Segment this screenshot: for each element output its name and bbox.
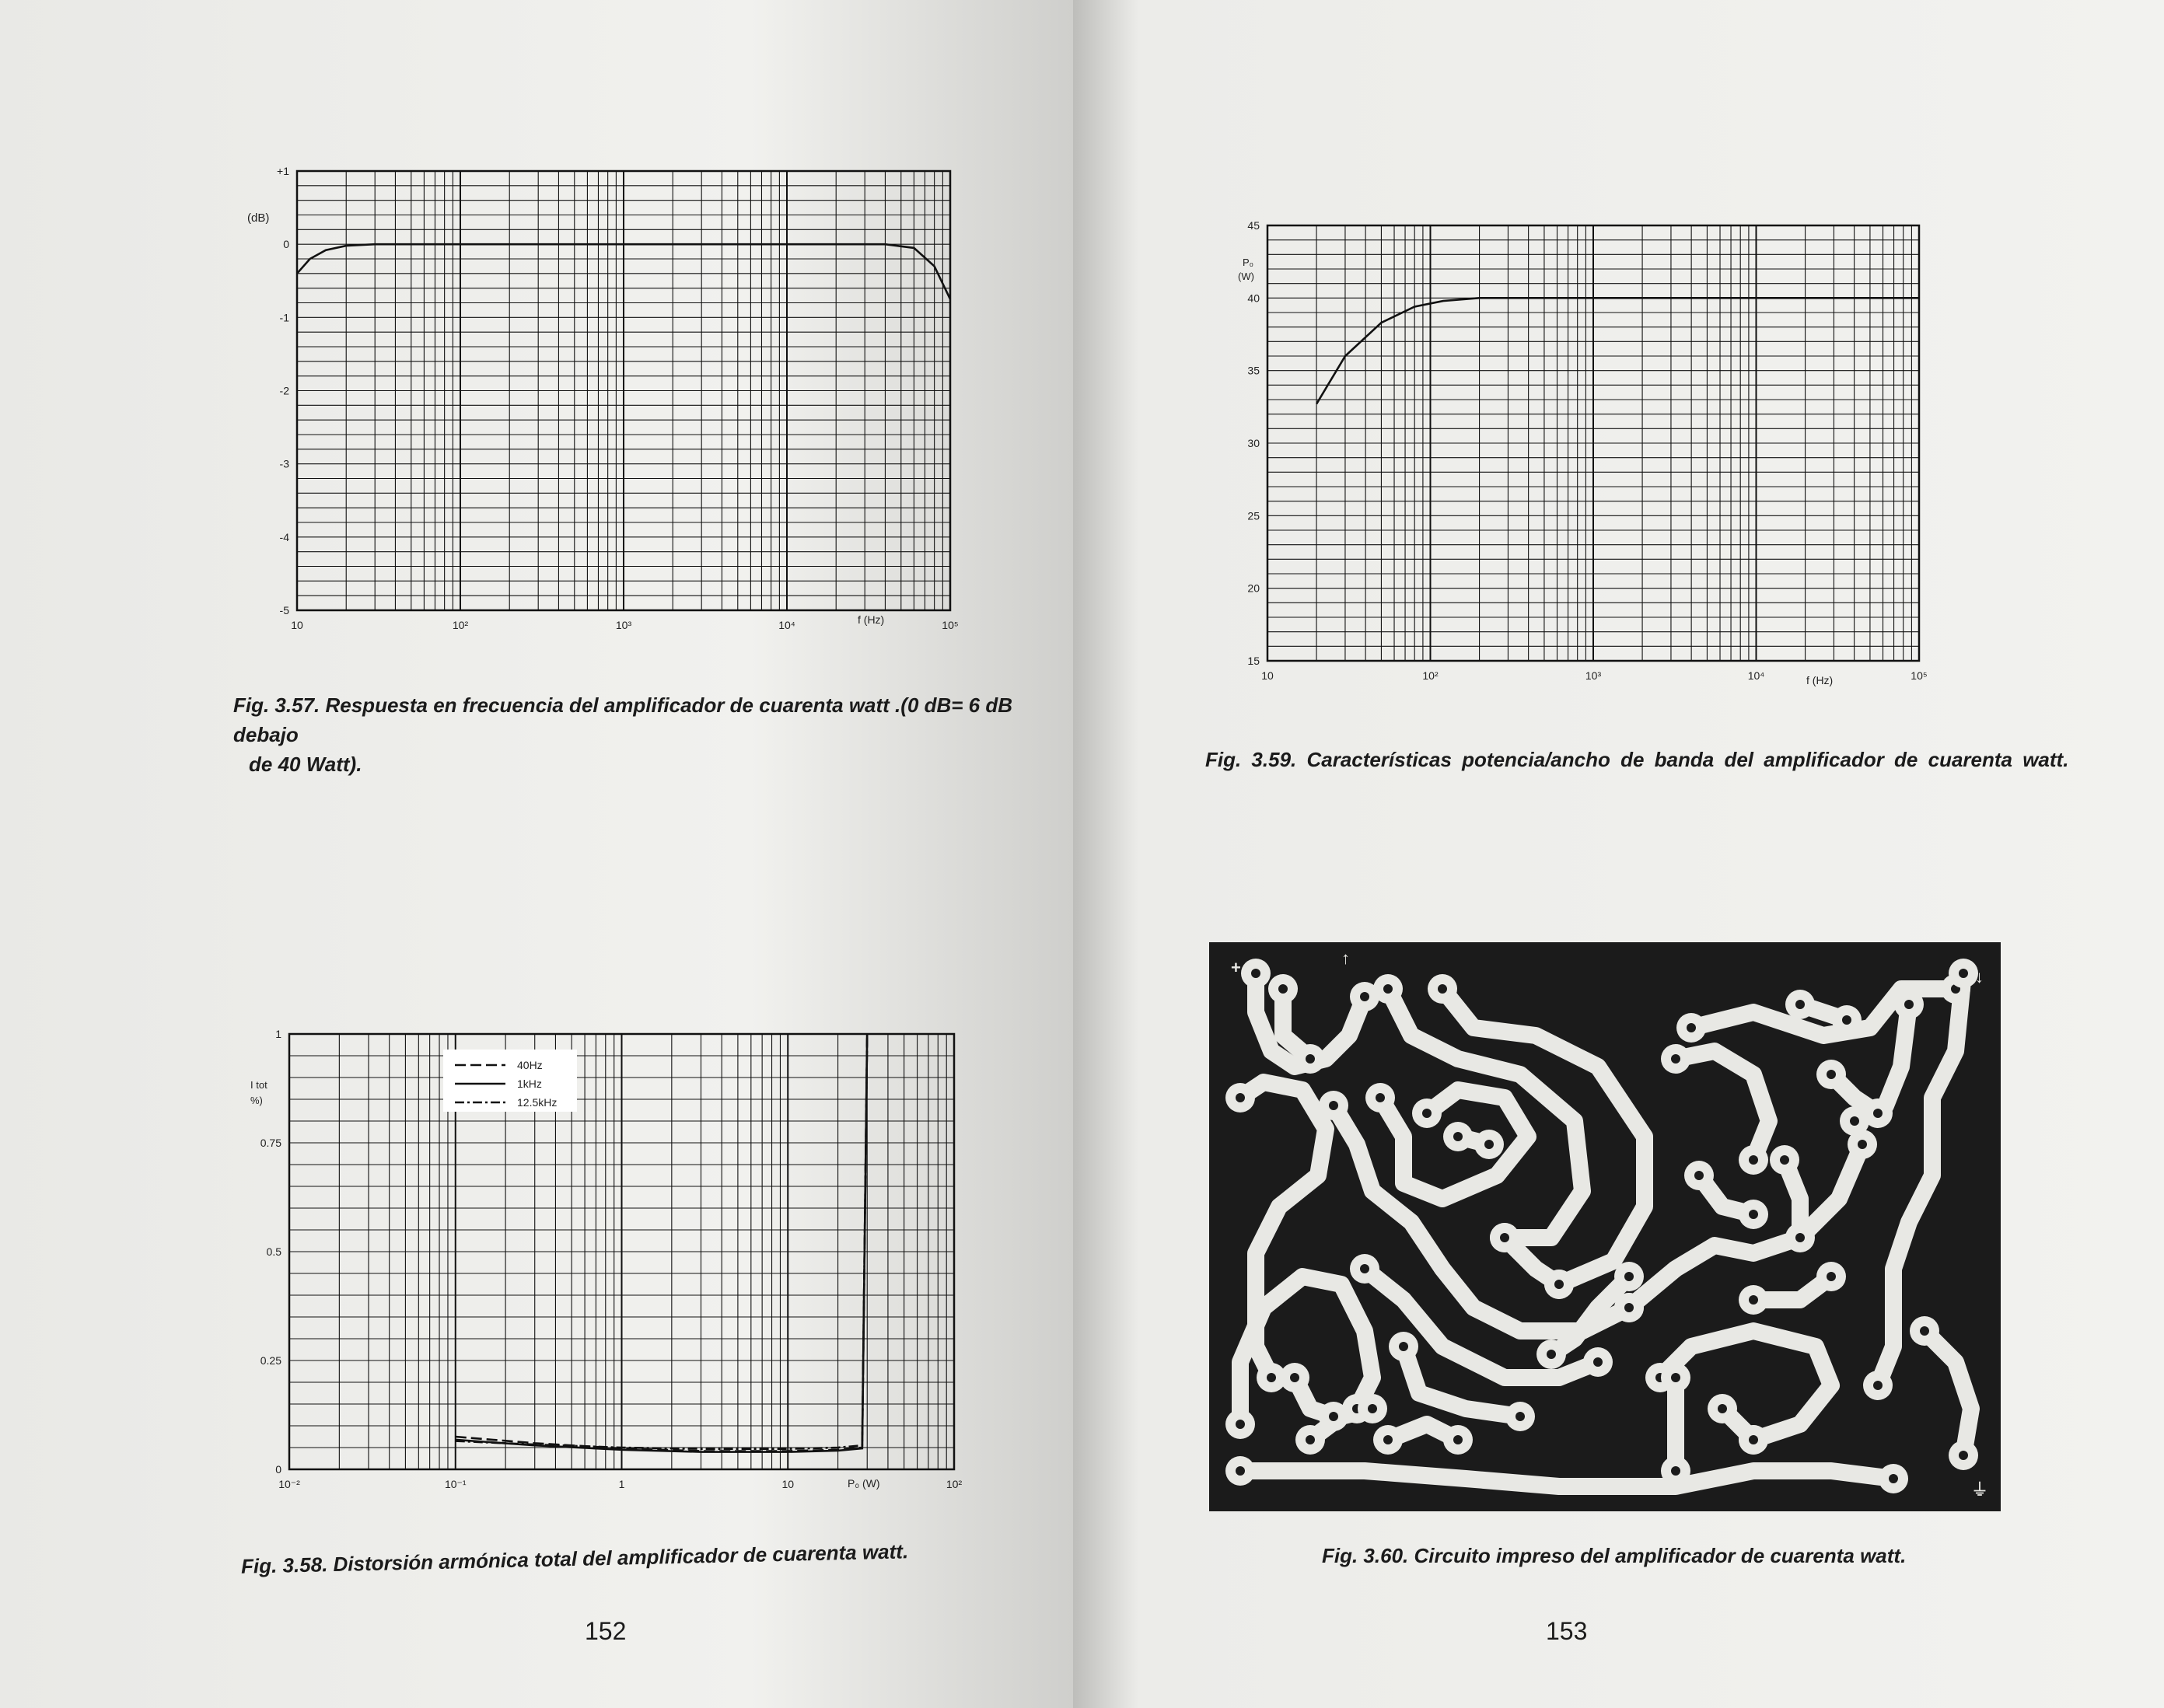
pcb-pad-hole — [1306, 1435, 1315, 1444]
left-page — [0, 0, 1073, 1708]
y-tick-labels — [260, 1028, 281, 1476]
pcb-pad-hole — [1959, 969, 1968, 978]
legend — [443, 1050, 577, 1112]
pcb-pad-hole — [1749, 1155, 1758, 1165]
y-tick-label: 0 — [283, 238, 289, 251]
legend-label-1khz: 1kHz — [517, 1078, 542, 1090]
pcb-pad-hole — [1422, 1109, 1432, 1118]
x-axis-label: P₀ (W) — [848, 1477, 880, 1490]
x-tick-label: 10⁵ — [1911, 669, 1928, 682]
pcb-pad-hole — [1290, 1373, 1299, 1382]
x-tick-label: 10³ — [1585, 669, 1602, 682]
pcb-pad-hole — [1360, 992, 1369, 1001]
pcb-pad-hole — [1624, 1272, 1634, 1281]
pcb-pad-hole — [1236, 1093, 1245, 1102]
series-line — [1316, 298, 1919, 403]
pcb-pad-hole — [1858, 1140, 1867, 1149]
caption-line: de 40 Watt). — [249, 753, 362, 776]
y-tick-label: 40 — [1247, 292, 1260, 305]
y-axis-label — [250, 1079, 267, 1106]
y-tick-label: 35 — [1247, 364, 1260, 377]
pcb-pad-hole — [1694, 1171, 1704, 1180]
y-tick-label: -1 — [279, 311, 289, 324]
figure-caption-358: Fig. 3.58. Distorsión armónica total del amplificador de cuarenta watt. — [240, 1539, 909, 1578]
x-tick-label: 10² — [946, 1478, 963, 1490]
x-tick-label: 10 — [1261, 669, 1274, 682]
y-unit-label — [1238, 257, 1254, 282]
y-unit-line2: (W) — [1238, 271, 1254, 282]
pcb-pad-hole — [1959, 1451, 1968, 1460]
pcb-pad-hole — [1827, 1070, 1836, 1079]
x-tick-label: 1 — [618, 1478, 625, 1490]
pcb-pad-hole — [1873, 1381, 1883, 1390]
pcb-pad-hole — [1484, 1140, 1494, 1149]
y-tick-label: 0.25 — [260, 1354, 281, 1367]
pcb-pad-hole — [1438, 984, 1447, 994]
pcb-pad-hole — [1329, 1101, 1338, 1110]
x-tick-label: 10 — [291, 619, 303, 631]
pcb-pad-hole — [1671, 1054, 1680, 1064]
x-axis-label: f (Hz) — [1806, 674, 1834, 686]
pcb-pad-hole — [1749, 1210, 1758, 1219]
x-axis-label: f (Hz) — [858, 613, 885, 626]
page-number: 152 — [585, 1617, 627, 1645]
y-tick-label: 25 — [1247, 509, 1260, 522]
caption-line: Fig. 3.57. Respuesta en frecuencia del amplificador de cuarenta watt .(0 dB= 6 dB debajo — [233, 693, 1013, 746]
y-tick-label: 0.5 — [266, 1245, 281, 1258]
series-line-0 — [1316, 298, 1919, 403]
x-tick-label: 10⁻¹ — [444, 1478, 467, 1490]
pcb-pad-hole — [1624, 1303, 1634, 1312]
pcb-pad-hole — [1547, 1350, 1556, 1359]
grid — [297, 171, 950, 610]
figure-caption-360: Fig. 3.60. Circuito impreso del amplificador de cuarenta watt. — [1322, 1544, 1907, 1567]
x-tick-label: 10⁴ — [778, 619, 795, 631]
x-tick-label: 10² — [452, 619, 469, 631]
pcb-pad-hole — [1278, 984, 1288, 994]
pcb-pad-hole — [1795, 1233, 1805, 1242]
y-tick-label: -4 — [279, 530, 289, 543]
legend-label-40hz: 40Hz — [517, 1059, 543, 1071]
y-tick-label: +1 — [277, 165, 289, 177]
pcb-pad-hole — [1671, 1373, 1680, 1382]
pcb-pad-hole — [1251, 969, 1260, 978]
x-tick-label: 10 — [781, 1478, 795, 1490]
y-tick-label: 15 — [1247, 655, 1260, 667]
y-unit-label: (dB) — [247, 211, 270, 225]
grid — [1267, 225, 1919, 661]
pcb-pad-hole — [1329, 1412, 1338, 1421]
distortion-chart — [0, 1003, 1073, 1594]
grid — [289, 1034, 954, 1469]
pcb-mark: ↑ — [1341, 948, 1350, 968]
pcb-pad-hole — [1850, 1116, 1859, 1126]
y-tick-label: 45 — [1247, 219, 1260, 232]
x-tick-label: 10⁵ — [942, 619, 959, 631]
x-tick-label: 10² — [1422, 669, 1439, 682]
legend-label-12-5khz: 12.5kHz — [517, 1096, 558, 1109]
pcb-pad-hole — [1376, 1093, 1385, 1102]
pcb-pad-hole — [1687, 1023, 1696, 1032]
pcb-pad-hole — [1780, 1155, 1789, 1165]
pcb-pad-hole — [1889, 1474, 1898, 1483]
power-bandwidth-chart — [1073, 202, 2164, 793]
x-tick-label: 10⁴ — [1747, 669, 1765, 682]
y-tick-label: 0.75 — [260, 1137, 281, 1149]
pcb-pad-hole — [1368, 1404, 1377, 1413]
pcb-pad-hole — [1500, 1233, 1509, 1242]
pcb-pad-hole — [1236, 1466, 1245, 1476]
pcb-mark: ⏚ — [1971, 1480, 1989, 1500]
pcb-pad-hole — [1383, 1435, 1393, 1444]
y-tick-label: 30 — [1247, 437, 1260, 449]
y-tick-label: 1 — [275, 1028, 281, 1040]
pcb-pad-hole — [1515, 1412, 1525, 1421]
pcb-pad-hole — [1749, 1295, 1758, 1305]
pcb-mark: + — [1231, 958, 1241, 977]
y-label-line1: I tot — [250, 1079, 267, 1091]
y-tick-label: -2 — [279, 384, 289, 397]
figure-caption-357 — [233, 690, 1058, 779]
figure-caption-359: Fig. 3.59. Características potencia/ancho de banda del amplificador de cuarenta watt. — [1205, 748, 2069, 771]
printed-circuit-board-image — [1209, 942, 2001, 1511]
pcb-pad-hole — [1453, 1132, 1463, 1141]
pcb-pad-hole — [1306, 1054, 1315, 1064]
pcb-mark: ↓ — [1975, 967, 1984, 987]
y-tick-labels — [277, 165, 289, 616]
pcb-pad-hole — [1267, 1373, 1276, 1382]
pcb-pad-hole — [1873, 1109, 1883, 1118]
page-number: 153 — [1546, 1617, 1588, 1645]
pcb-pad-hole — [1920, 1326, 1929, 1336]
pcb-pad-hole — [1842, 1015, 1851, 1025]
x-tick-label: 10⁻² — [278, 1478, 300, 1490]
pcb-pad-hole — [1718, 1404, 1727, 1413]
pcb-pad-hole — [1399, 1342, 1408, 1351]
pcb-pad-hole — [1671, 1466, 1680, 1476]
y-tick-label: -3 — [279, 457, 289, 470]
y-tick-label: -5 — [279, 604, 289, 616]
y-tick-label: 20 — [1247, 582, 1260, 595]
pcb-pad-hole — [1383, 984, 1393, 994]
y-tick-label: 0 — [275, 1463, 281, 1476]
pcb-pad-hole — [1453, 1435, 1463, 1444]
x-tick-label: 10³ — [615, 619, 632, 631]
pcb-pad-hole — [1795, 1000, 1805, 1009]
pcb-pad-hole — [1827, 1272, 1836, 1281]
pcb-pad-hole — [1593, 1357, 1603, 1367]
pcb-pad-hole — [1554, 1280, 1564, 1289]
y-label-line2: %) — [250, 1095, 263, 1106]
y-tick-labels — [1247, 219, 1260, 667]
pcb-pad-hole — [1904, 1000, 1914, 1009]
pcb-pad-hole — [1360, 1264, 1369, 1273]
y-unit-line1: P₀ — [1243, 257, 1254, 268]
pcb-pad-hole — [1236, 1420, 1245, 1429]
pcb-pad-hole — [1749, 1435, 1758, 1444]
